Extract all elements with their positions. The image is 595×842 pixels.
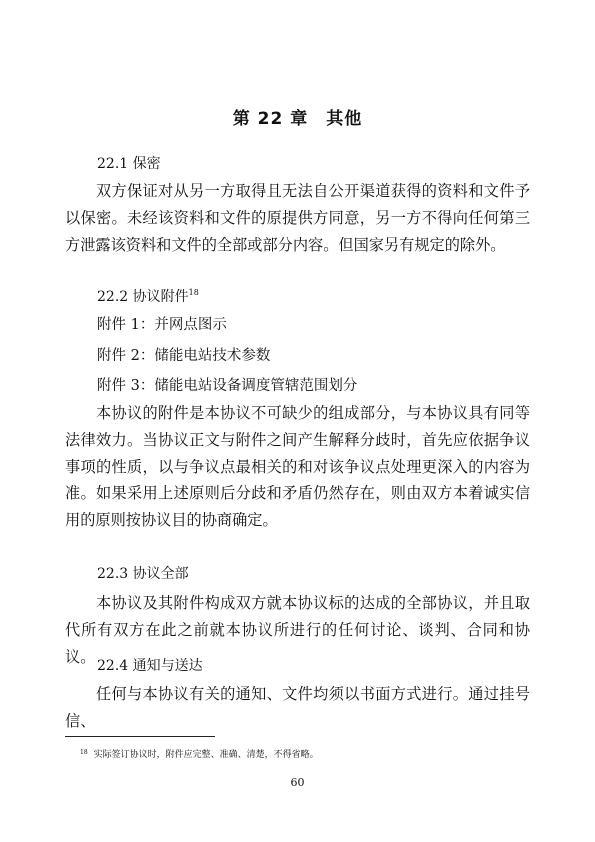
footnote-text: 实际签订协议时，附件应完整、准确、清楚，不得省略。 <box>93 750 319 760</box>
footnote-ref: 18 <box>188 288 199 297</box>
section-heading-22-2: 22.2 协议附件$^{18}$ <box>97 288 199 305</box>
attachment-item: 附件 2：储能电站技术参数 <box>97 348 271 364</box>
chapter-number: 第 22 章 <box>232 109 309 129</box>
footnote-number: 18 <box>80 749 88 756</box>
paragraph-confidentiality: 双方保证对从另一方取得且无法自公开渠道获得的资料和文件予以保密。未经该资料和文件的原提供方同意，另一方不得向任何第三方泄露该资料和文件的全部或部分内容。但国家另有规定的除外。 <box>65 182 530 254</box>
section-heading-22-3: 22.3 协议全部 <box>97 566 189 582</box>
attachment-item: 附件 1：并网点图示 <box>97 317 227 333</box>
paragraph-notices: 任何与本协议有关的通知、文件均须以书面方式进行。通过挂号信、 <box>65 685 530 730</box>
paragraph-entire-agreement: 本协议及其附件构成双方就本协议标的达成的全部协议，并且取代所有双方在此之前就本协议所进行的任何讨论、谈判、合同和协议。 <box>65 594 530 666</box>
section-heading-22-1: 22.1 保密 <box>97 156 161 172</box>
paragraph-attachments: 本协议的附件是本协议不可缺少的组成部分，与本协议具有同等法律效力。当协议正文与附件之间产生解释分歧时，首先应依据争议事项的性质，以与争议点最相关的和对该争议点处理更深入的内容为准。如果采用上述原则后分歧和矛盾仍然存在，则由双方本着诚实信用的原则按协议目的协商确定。 <box>65 404 530 530</box>
chapter-title <box>0 104 595 129</box>
footnote <box>80 747 319 760</box>
chapter-name: 其他 <box>326 109 363 129</box>
section-heading-22-4: 22.4 通知与送达 <box>97 658 203 674</box>
footnote-divider <box>65 736 215 737</box>
page-number: 60 <box>290 776 305 789</box>
attachment-item: 附件 3：储能电站设备调度管辖范围划分 <box>97 378 358 394</box>
